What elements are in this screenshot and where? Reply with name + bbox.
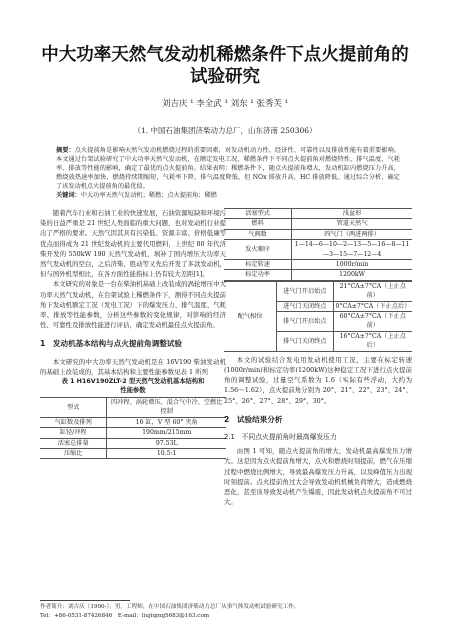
table-cell: 活塞总排量 [40, 438, 107, 448]
section-2-1-heading: 2.1 不同点火提前角时最高爆发压力 [224, 432, 337, 441]
table-cell: 浅盆形 [292, 209, 412, 219]
table-cell: 型式 [40, 398, 107, 418]
table-cell: 缸径/冲程 [40, 428, 107, 438]
table-cell: 60°CA±7°CA（下止点前） [333, 312, 412, 332]
intro-paragraph-1: 随着汽车行业和石油工业的快速发展，石油资源短缺和环境污染的日益严重是 21 世纪人类面临的重大问题，也对发动机行业提出了严格的要求。天然气因其具有污染低、资源丰富、价格低廉等优点而得成为 21 世纪发动机的主要代用燃料，上世纪 80 年代济柴开发的 550kW 190 天然气发动机，填补了国内增压大功率天然气发动机的空白，之后济柴、胜动等又先后开发了多款发动机，但与国外机型相比，在各方面性能指标上仍有较大差距[1]。 [40, 209, 226, 279]
table-cell: 1—14—6—10—2—13—5—16—8—11—3—15—7—12—4 [292, 240, 412, 260]
table-cell: 1200kW [292, 270, 412, 280]
table-cell: 排气门关闭终点 [277, 331, 333, 351]
abstract-block [56, 146, 400, 200]
right-column [224, 208, 412, 507]
abstract-text: 点火提前角是影响天然气发动机燃烧过程的重要因素，对发动机动力性、经济性、可靠性以及排放性能有着重要影响。本文通过台架试验研究了中大功率天然气发动机，在额定发电工况、稀燃条件下不同点火提前角对燃烧特性、排气温度、气耗率、排放等性能的影响，确定了最优的点火提前角。结果表明：稀燃条件下，随点火提前角增大，发动机缸内燃烧压力升高，燃烧放热速率加快，燃烧持续期缩短，气耗率下降，排气温度降低，但 NOx 排放升高，HC 排放降低。通过综合分析，确定了该发动机点火提前角的最优值。 [56, 147, 401, 190]
author-list: 刘吉庆 ¹ 李全武 ¹ 刘东 ¹ 张秀芙 ¹ [161, 99, 289, 109]
table-cell: 活塞型式 [224, 209, 292, 219]
left-column [40, 208, 226, 459]
section-1-paragraph: 本文研究的中大功率天然气发动机是在 16V190 柴油发动机的基础上改装成的，其基本结构和主要性能参数见表 1 所列 [40, 357, 226, 376]
abstract-label: 摘要： [56, 147, 75, 154]
table-row [224, 240, 412, 260]
section-2-1-paragraph: 由图 1 可知，随点火提前角的增大，发动机最高爆发压力增大。这是因为点火提前角增大，点火和燃烧时刻提前，燃气在压缩过程中燃烧比例增大，导致最高爆发压力升高，以及峰值压力出现时刻提前。点火提前角过大会导致发动机机械负荷增大，造成燃烧恶化，甚至该导致发动机产生爆震，因此发动机点火提前角不可过大。 [224, 447, 412, 507]
table-cell: 管道天然气 [292, 219, 412, 229]
table-1 [40, 397, 226, 459]
table-1-caption-line-2: 性能参数 [120, 387, 146, 395]
table-1-caption-line-1: 表 1 H16V190ZLT-2 型天然气发动机基本结构和 [61, 378, 205, 386]
footnote-line-2: Tel：+86-0531-87426846 E-mail：liujiqing5683@163.com [40, 612, 210, 619]
table-cell: 发火顺序 [224, 240, 292, 260]
footnote-line-1: 作者简介：刘吉庆（1990-），男，工程师，在中国石油集团济柴动力总厂从事气体发动机试验研究工作。 [40, 604, 300, 610]
table-row [224, 270, 412, 280]
table-row [224, 281, 412, 301]
valve-timing-table [224, 281, 412, 352]
table-row [40, 438, 226, 448]
table-cell: 16 缸，V 型 60° 夹角 [107, 417, 226, 427]
table-row [40, 449, 226, 459]
table-cell: 97.53L [107, 438, 226, 448]
table-1-continued [224, 208, 412, 281]
table-row [40, 428, 226, 438]
table-cell: 标定功率 [224, 270, 292, 280]
test-conditions-paragraph: 本文的试验结合发电用发动机使用工况，主要在标定转速(1000r/min)和标定功率(1200kW)这种稳定工况下进行点火提前角的调整试验，过量空气系数为 1.6（实际有些浮动，大约为 1.56～1.62），点火提前角分别为 20°、21°、22°、23°、24°、25°、26°、27°、28°、29°、30°。 [224, 355, 412, 405]
footnote-divider [40, 600, 130, 601]
table-cell: 排气门开启始点 [277, 312, 333, 332]
author-footnote [40, 603, 420, 620]
table-cell: 进气门关闭终点 [277, 301, 333, 311]
table-cell: 气阀数 [224, 229, 292, 239]
intro-paragraph-2: 本文研究的对象是一台在柴油机基础上改装成的涡轮增压中大功率天然气发动机，在台架试验上稀燃条件下，测得不同点火提前角下发动机额定工况（发电工况）下的爆发压力、排气温度、气耗率、排放等性能参数，分析这些参数的变化规律，对影响的经济性、可靠性及排放性能进行评估，确定发动机最佳点火提前角。 [40, 280, 226, 330]
paper-title: 中大功率天然气发动机稀燃条件下点火提前角的试验研究 [41, 45, 409, 87]
table-cell: 压缩比 [40, 449, 107, 459]
table-cell: 21°CA±7°CA（上止点前） [333, 281, 412, 301]
table-cell: 四冲程、涡轮增压、混合气中冷、空燃比控制 [107, 398, 226, 418]
table-row [224, 260, 412, 270]
affiliation: （1. 中国石油集团济柴动力总厂，山东济南 250306） [133, 126, 317, 135]
table-cell: 10.5:1 [107, 449, 226, 459]
table-row [40, 417, 226, 427]
table-cell: 标定转速 [224, 260, 292, 270]
table-cell: 190mm/215mm [107, 428, 226, 438]
table-row [224, 219, 412, 229]
keywords-label: 关键词： [56, 192, 81, 199]
keywords-text: 中大功率天然气发动机；稀燃；点火提前角；稀燃 [80, 192, 217, 199]
table-cell: 四气门（两进两排） [292, 229, 412, 239]
section-2-heading: 2 试验结果分析 [224, 414, 283, 424]
table-cell: 进气门开启始点 [277, 281, 333, 301]
table-cell: 燃料 [224, 219, 292, 229]
table-cell: 气缸数及排列 [40, 417, 107, 427]
table-cell: 16°CA±7°CA（上止点后） [333, 331, 412, 351]
table-row [224, 229, 412, 239]
valve-timing-label: 配气相位 [224, 281, 277, 351]
section-1-heading: 1 发动机基本结构与点火提前角调整试验 [40, 339, 182, 349]
table-cell: 1000r/min [292, 260, 412, 270]
table-row [224, 209, 412, 219]
table-cell: 0°CA±7°CA（下止点后） [333, 301, 412, 311]
